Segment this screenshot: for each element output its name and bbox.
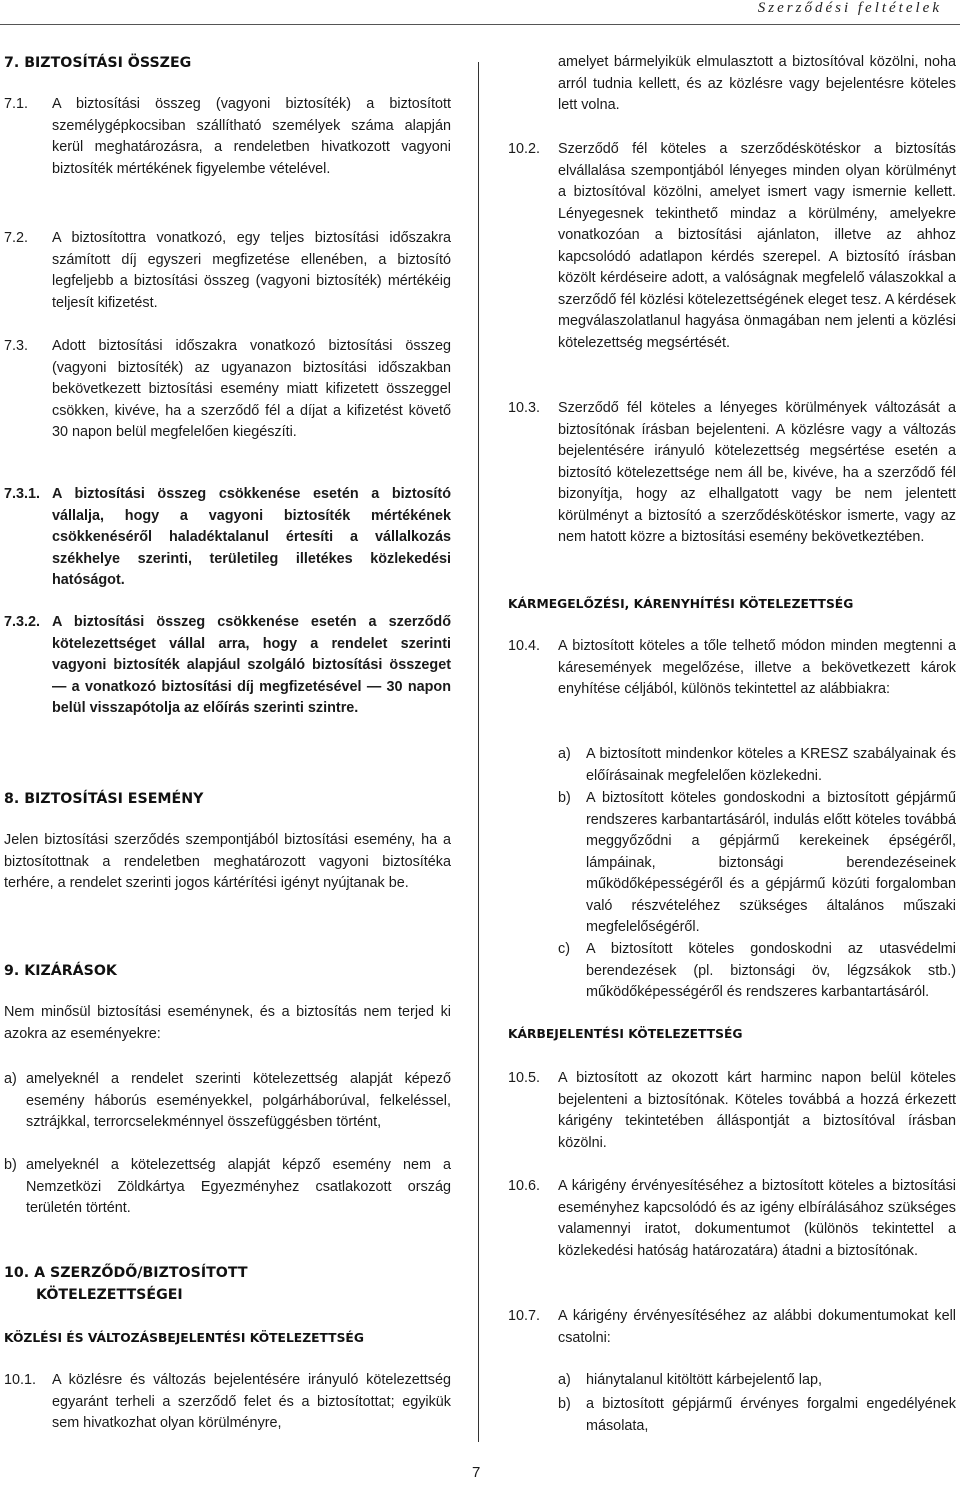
header-rule bbox=[0, 24, 960, 25]
paragraph-10-2 bbox=[508, 139, 956, 354]
paragraph-text: A kárigény érvényesítéséhez az alábbi dokumentumokat kell csatolni: bbox=[558, 1308, 956, 1346]
list-label: b) bbox=[558, 1396, 571, 1412]
paragraph-10-1 bbox=[4, 1370, 451, 1435]
list-label: a) bbox=[558, 1372, 571, 1388]
paragraph-number: 10.5. bbox=[508, 1070, 541, 1086]
paragraph-10-5 bbox=[508, 1068, 956, 1154]
list-text: A biztosított köteles gondoskodni az utasvédelmi berendezések (pl. biztonsági öv, légzsákok stb.) működőképességéről és rendszeres karbantartásáról. bbox=[586, 941, 956, 1000]
list-label: a) bbox=[558, 746, 571, 762]
paragraph-text: Szerződő fél köteles a szerződéskötéskor a biztosítás elvállalása szempontjából lényeges minden olyan körülményt a biztosítóval közölni, amelyet ismert vagy ismernie kellett. Lényegesnek tekinthető mindaz a körülmény, amelyekre vonatkozóan a biztosítási ajánlaton, illetve az ahhoz kapcsolódó adatlapon kérdés szerepel. A biztosító írásban közölt kérdéseire adott, a valóságnak megfelelő válaszokkal a szerződő fél közlési kötelezettségének eleget tesz. A kérdések megválaszolatlanul hagyása önmagában nem jelenti a közlési kötelezettség megsértését. bbox=[558, 141, 956, 351]
paragraph-7-3-2 bbox=[4, 612, 451, 720]
subsection-karbejelentesi-title: KÁRBEJELENTÉSI KÖTELEZETTSÉG bbox=[508, 1027, 743, 1041]
paragraph-8: Jelen biztosítási szerződés szempontjából biztosítási esemény, ha a biztosítottnak a rendeletben meghatározott vagyoni biztosítéka terhére, a rendelet szerinti jogos kártérítési igényt nyújtanak be. bbox=[4, 832, 451, 891]
paragraph-10-6 bbox=[508, 1176, 956, 1262]
paragraph-10-1-continued: amelyet bármelyikük elmulasztott a biztosítóval közölni, noha arról tudnia kellett, és az közlésre vagy bejelentésre köteles lett volna. bbox=[558, 54, 956, 113]
list-label: c) bbox=[558, 941, 570, 957]
list-item-10-4-a bbox=[508, 744, 956, 787]
list-item-9-b bbox=[4, 1155, 451, 1220]
paragraph-number: 10.4. bbox=[508, 638, 541, 654]
list-text: A biztosított köteles gondoskodni a biztosított gépjármű rendszeres karbantartásáról, indulás előtt köteles továbbá meggyőződni a gépjármű kerekeinek épségéről, lámpáinak, biztonsági berendezéseinek működőképességéről és a gépjármű közúti forgalomban való részvételéhez szükséges általános műszaki megfelelőségéről. bbox=[586, 790, 956, 935]
paragraph-text: A közlésre és változás bejelentésére irányuló kötelezettség egyaránt terheli a szerződő felet és a biztosítottat; egyikük sem hivatkozhat olyan körülményre, bbox=[52, 1372, 451, 1431]
subsection-karmegelozesi-title: KÁRMEGELŐZÉSI, KÁRENYHÍTÉSI KÖTELEZETTSÉG bbox=[508, 597, 854, 611]
section-8-title: 8. BIZTOSÍTÁSI ESEMÉNY bbox=[4, 791, 204, 807]
paragraph-text: A biztosított köteles a tőle telhető módon minden megtenni a káresemények megelőzése, illetve a bekövetkezett károk enyhítése céljából, különös tekintettel az alábbiakra: bbox=[558, 638, 956, 697]
list-item-10-4-b bbox=[508, 788, 956, 939]
list-text: a biztosított gépjármű érvényes forgalmi engedélyének másolata, bbox=[586, 1396, 956, 1434]
section-9-title: 9. KIZÁRÁSOK bbox=[4, 963, 117, 979]
list-item-10-4-c bbox=[508, 939, 956, 1004]
paragraph-text: Adott biztosítási időszakra vonatkozó biztosítási összeg (vagyoni biztosíték) az ugyanazon biztosítási időszakban bekövetkezett biztosítási esemény miatt kifizetett összeggel csökken, kivéve, ha a szerződő fél a díjat a kifizetést követő 30 napon belül megfelelően kiegészíti. bbox=[52, 338, 451, 440]
list-text: amelyeknél a kötelezettség alapját képző esemény nem a Nemzetközi Zöldkártya Egyezményhez csatlakozott ország területén történt. bbox=[26, 1157, 451, 1216]
paragraph-number: 10.1. bbox=[4, 1372, 37, 1388]
list-text: A biztosított mindenkor köteles a KRESZ szabályainak és előírásainak megfelelően közlekedni. bbox=[586, 746, 956, 784]
paragraph-10-4 bbox=[508, 636, 956, 701]
paragraph-10-7 bbox=[508, 1306, 956, 1349]
column-divider bbox=[478, 62, 479, 1442]
list-item-9-a bbox=[4, 1069, 451, 1134]
paragraph-text: A biztosítottra vonatkozó, egy teljes biztosítási időszakra számított díj egyszeri megfizetése ellenében, a biztosító legfeljebb a biztosítási összeg (vagyoni biztosíték) mértékéig teljesít kifizetést. bbox=[52, 230, 451, 311]
list-label: b) bbox=[4, 1157, 17, 1173]
paragraph-7-2 bbox=[4, 228, 451, 314]
paragraph-7-3 bbox=[4, 336, 451, 444]
list-label: a) bbox=[4, 1071, 17, 1087]
paragraph-number: 10.7. bbox=[508, 1308, 541, 1324]
paragraph-9-intro: Nem minősül biztosítási eseménynek, és a biztosítás nem terjed ki azokra az eseményekre: bbox=[4, 1004, 451, 1042]
paragraph-text: Szerződő fél köteles a lényeges körülmények változását a biztosítónak írásban bejelenteni. A közlésre vagy a változás bejelentésére irányuló kötelezettség megsértése esetén a biztosító kötelezettsége nem áll be, kivéve, ha a szerződő fél bizonyítja, hogy az elhallgatott vagy be nem jelentett körülményt a biztosító a szerződéskötéskor ismerte, vagy az nem hatott közre a biztosítási esemény bekövetkeztében. bbox=[558, 400, 956, 545]
section-10-title-line1: 10. A SZERZŐDŐ/BIZTOSÍTOTT bbox=[4, 1265, 248, 1281]
paragraph-number: 7.3.2. bbox=[4, 614, 41, 630]
list-item-10-7-a bbox=[508, 1370, 956, 1392]
paragraph-text: A biztosítási összeg csökkenése esetén a szerződő kötelezettséget vállal arra, hogy a rendelet szerinti vagyoni biztosíték alapjául szolgáló biztosítási összeget — a vonatkozó biztosítási díj megfizetésével — 30 napon belül visszapótolja az előírás szerinti szintre. bbox=[52, 614, 451, 716]
paragraph-text: A biztosítási összeg (vagyoni biztosíték) a biztosított személygépkocsiban szállítható személyek száma alapján kerül meghatározásra, a rendeletben hivatkozott vagyoni biztosíték mértékének figyelembe vételével. bbox=[52, 96, 451, 177]
section-7-title: 7. BIZTOSÍTÁSI ÖSSZEG bbox=[4, 55, 192, 71]
paragraph-number: 7.3. bbox=[4, 338, 29, 354]
paragraph-7-1 bbox=[4, 94, 451, 180]
paragraph-number: 10.2. bbox=[508, 141, 541, 157]
paragraph-number: 7.1. bbox=[4, 96, 29, 112]
subsection-kozlesi-title: KÖZLÉSI ÉS VÁLTOZÁSBEJELENTÉSI KÖTELEZETTSÉG bbox=[4, 1331, 364, 1345]
paragraph-number: 7.2. bbox=[4, 230, 29, 246]
paragraph-text: A biztosított az okozott kárt harminc napon belül köteles bejelenteni a biztosítónak. Köteles továbbá a hozzá érkezett kárigény tekintetében álláspontját a biztosítóval írásban közölni. bbox=[558, 1070, 956, 1151]
list-text: amelyeknél a rendelet szerinti kötelezettség alapját képező esemény háborús eseményekkel, polgárháborúval, felkeléssel, sztrájkkal, terrorcselekménnyel összefüggésben történt, bbox=[26, 1071, 451, 1130]
paragraph-number: 7.3.1. bbox=[4, 486, 41, 502]
paragraph-number: 10.3. bbox=[508, 400, 541, 416]
list-item-10-7-b bbox=[508, 1394, 956, 1437]
page-number: 7 bbox=[472, 1464, 481, 1481]
section-10-title-line2: KÖTELEZETTSÉGEI bbox=[36, 1287, 183, 1303]
paragraph-7-3-1 bbox=[4, 484, 451, 592]
paragraph-number: 10.6. bbox=[508, 1178, 541, 1194]
list-text: hiánytalanul kitöltött kárbejelentő lap, bbox=[586, 1372, 822, 1388]
list-label: b) bbox=[558, 790, 571, 806]
running-header: Szerződési feltételek bbox=[757, 0, 942, 16]
paragraph-text: A biztosítási összeg csökkenése esetén a biztosító vállalja, hogy a vagyoni biztosíték mértékének csökkenéséről haladéktalanul értesíti a vállalkozás székhelye szerinti, területileg illetékes közlekedési hatóságot. bbox=[52, 486, 451, 588]
paragraph-10-3 bbox=[508, 398, 956, 549]
paragraph-text: A kárigény érvényesítéséhez a biztosított köteles a biztosítási eseményhez kapcsolódó és az igény elbírálásához szükséges valamennyi iratot, dokumentumot (különös tekintettel a közlekedési hatóság határozatára) átadni a biztosítónak. bbox=[558, 1178, 956, 1259]
